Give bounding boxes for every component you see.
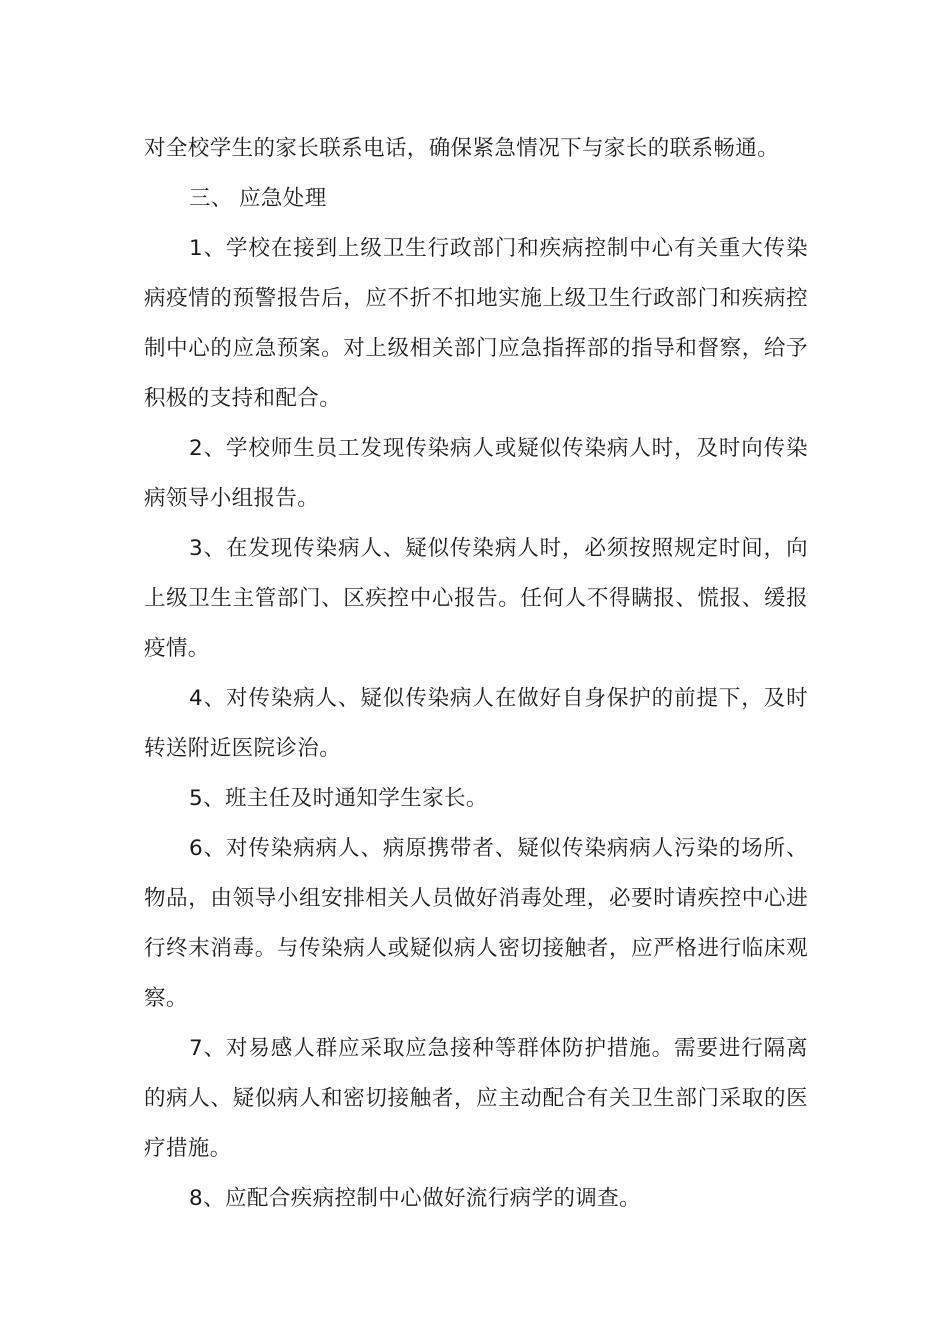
paragraph-6: 6、对传染病病人、病原携带者、疑似传染病病人污染的场所、物品，由领导小组安排相关人员做好消毒处理，必要时请疾控中心进行终末消毒。与传染病人或疑似病人密切接触者，应严格进行临床观察。 — [144, 836, 808, 1011]
section-number: 三、 — [189, 186, 233, 211]
document-body — [144, 124, 808, 1224]
paragraph-7: 7、对易感人群应采取应急接种等群体防护措施。需要进行隔离的病人、疑似病人和密切接触者，应主动配合有关卫生部门采取的医疗措施。 — [144, 1036, 808, 1161]
section-title: 应急处理 — [239, 186, 327, 211]
paragraph-1: 1、学校在接到上级卫生行政部门和疾病控制中心有关重大传染病疫情的预警报告后，应不折不扣地实施上级卫生行政部门和疾病控制中心的应急预案。对上级相关部门应急指挥部的指导和督察，给予积极的支持和配合。 — [144, 236, 808, 411]
continuation-paragraph: 对全校学生的家长联系电话，确保紧急情况下与家长的联系畅通。 — [144, 136, 780, 161]
paragraph-8: 8、应配合疾病控制中心做好流行病学的调查。 — [189, 1186, 642, 1211]
paragraph-5: 5、班主任及时通知学生家长。 — [189, 786, 488, 811]
paragraph-3: 3、在发现传染病人、疑似传染病人时，必须按照规定时间，向上级卫生主管部门、区疾控中心报告。任何人不得瞒报、慌报、缓报疫情。 — [144, 536, 808, 661]
section-heading — [144, 174, 808, 224]
paragraph-4: 4、对传染病人、疑似传染病人在做好自身保护的前提下，及时转送附近医院诊治。 — [144, 686, 808, 761]
paragraph-2: 2、学校师生员工发现传染病人或疑似传染病人时，及时向传染病领导小组报告。 — [144, 436, 808, 511]
